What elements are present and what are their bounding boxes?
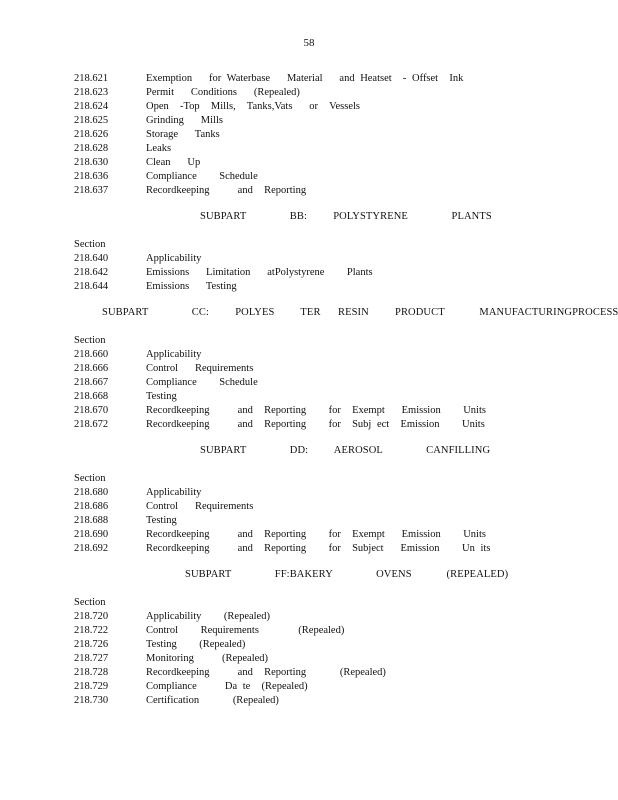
toc-group-continuation (74, 72, 554, 198)
section-title: Recordkeeping and Reporting (Repealed) (146, 667, 386, 678)
toc-group-subpart-ff (74, 556, 554, 708)
section-number: 218.730 (74, 695, 109, 706)
toc-entry (74, 72, 554, 86)
section-title: Control Requirements (146, 363, 254, 374)
page-number: 58 (303, 37, 315, 49)
section-title: Control Requirements (Repealed) (146, 625, 345, 636)
toc-entry (74, 184, 554, 198)
section-title: Control Requirements (146, 501, 254, 512)
toc-entry (74, 156, 554, 170)
section-title: Recordkeeping and Reporting (146, 185, 307, 196)
toc-entry (74, 610, 554, 624)
subpart-heading: SUBPART BB: POLYSTYRENE PLANTS (200, 211, 492, 222)
section-title: Clean Up (146, 157, 201, 168)
section-title: Compliance Da te (Repealed) (146, 681, 308, 692)
section-title: Recordkeeping and Reporting for Exempt Emission Units (146, 405, 486, 416)
section-title: Recordkeeping and Reporting for Subject Emission Un its (146, 543, 491, 554)
toc-entry (74, 500, 554, 514)
section-title: Applicability (146, 253, 202, 264)
toc-entry (74, 266, 554, 280)
section-label: Section (74, 597, 106, 608)
toc-group-subpart-dd (74, 432, 554, 556)
section-number: 218.670 (74, 405, 109, 416)
section-title: Recordkeeping and Reporting for Exempt Emission Units (146, 529, 486, 540)
toc-entry (74, 680, 554, 694)
section-title: Emissions Testing (146, 281, 237, 292)
section-title: Certification (Repealed) (146, 695, 279, 706)
section-number: 218.722 (74, 625, 109, 636)
toc-entry (74, 666, 554, 680)
section-number: 218.686 (74, 501, 109, 512)
section-title: Compliance Schedule (146, 171, 258, 182)
section-number: 218.628 (74, 143, 109, 154)
section-title: Compliance Schedule (146, 377, 258, 388)
subpart-heading: SUBPART DD: AEROSOL CANFILLING (200, 445, 491, 456)
toc-entry (74, 514, 554, 528)
toc-entry (74, 418, 554, 432)
toc-entry (74, 624, 554, 638)
section-title: Monitoring (Repealed) (146, 653, 269, 664)
toc-entry (74, 638, 554, 652)
section-number: 218.640 (74, 253, 109, 264)
section-number: 218.636 (74, 171, 109, 182)
section-title: Applicability (146, 487, 202, 498)
section-number: 218.727 (74, 653, 109, 664)
toc-entry (74, 348, 554, 362)
section-label: Section (74, 473, 106, 484)
section-title: Grinding Mills (146, 115, 223, 126)
section-number: 218.728 (74, 667, 109, 678)
section-number: 218.680 (74, 487, 109, 498)
subpart-heading: SUBPART CC: POLYES TER RESIN PRODUCT MANUFACTURINGPROCESS (102, 307, 618, 318)
section-number: 218.726 (74, 639, 109, 650)
section-number: 218.666 (74, 363, 109, 374)
section-title: Leaks (146, 143, 172, 154)
section-title: Open -Top Mills, Tanks,Vats or Vessels (146, 101, 361, 112)
toc-entry (74, 390, 554, 404)
toc-entry (74, 652, 554, 666)
section-number: 218.668 (74, 391, 109, 402)
toc-entry (74, 280, 554, 294)
section-title: Emissions Limitation atPolystyrene Plants (146, 267, 373, 278)
toc-entry (74, 694, 554, 708)
section-number: 218.623 (74, 87, 109, 98)
section-number: 218.624 (74, 101, 109, 112)
section-number: 218.637 (74, 185, 109, 196)
toc-entry (74, 114, 554, 128)
toc-entry (74, 100, 554, 114)
section-number: 218.621 (74, 73, 109, 84)
toc-entry (74, 376, 554, 390)
toc-entry (74, 252, 554, 266)
section-title: Permit Conditions (Repealed) (146, 87, 300, 98)
toc-entry (74, 486, 554, 500)
toc-entry (74, 142, 554, 156)
section-number: 218.660 (74, 349, 109, 360)
section-number: 218.667 (74, 377, 109, 388)
toc-entry (74, 86, 554, 100)
section-number: 218.626 (74, 129, 109, 140)
section-title: Applicability (Repealed) (146, 611, 270, 622)
section-number: 218.692 (74, 543, 109, 554)
section-number: 218.672 (74, 419, 109, 430)
table-of-contents (74, 72, 618, 708)
toc-entry (74, 404, 554, 418)
section-number: 218.690 (74, 529, 109, 540)
section-title: Testing (146, 515, 177, 526)
toc-entry (74, 170, 554, 184)
toc-entry (74, 362, 554, 376)
section-title: Exemption for Waterbase Material and Heatset - Offset Ink (146, 73, 464, 84)
section-number: 218.642 (74, 267, 109, 278)
section-label: Section (74, 335, 106, 346)
section-title: Recordkeeping and Reporting for Subj ect Emission Units (146, 419, 485, 430)
section-number: 218.644 (74, 281, 109, 292)
toc-entry (74, 528, 554, 542)
section-title: Applicability (146, 349, 202, 360)
toc-group-subpart-cc (74, 294, 618, 432)
section-number: 218.688 (74, 515, 109, 526)
toc-entry (74, 128, 554, 142)
section-title: Testing (146, 391, 177, 402)
toc-group-subpart-bb (74, 198, 554, 294)
section-number: 218.630 (74, 157, 109, 168)
section-title: Testing (Repealed) (146, 639, 246, 650)
section-number: 218.720 (74, 611, 109, 622)
subpart-heading: SUBPART FF:BAKERY OVENS (REPEALED) (185, 569, 509, 580)
section-number: 218.729 (74, 681, 109, 692)
section-title: Storage Tanks (146, 129, 220, 140)
toc-entry (74, 542, 554, 556)
section-label: Section (74, 239, 106, 250)
section-number: 218.625 (74, 115, 109, 126)
